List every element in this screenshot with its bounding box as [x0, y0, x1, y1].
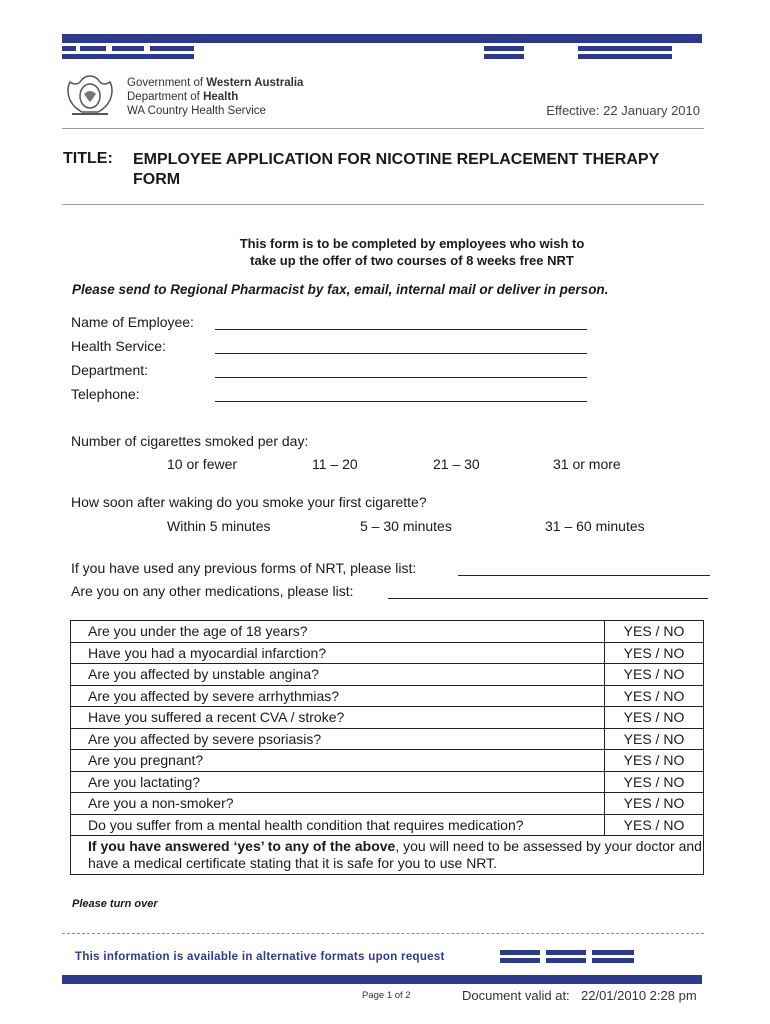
medications-list-field[interactable]: [388, 597, 708, 599]
yes-no-answer[interactable]: YES / NO: [605, 771, 704, 793]
table-row: [71, 621, 704, 643]
top-banner-bar: [62, 34, 702, 43]
assessment-note-rest: , you will need to be assessed by your doctor and have a medical certificate stating that it is safe for you to use NRT.: [88, 838, 702, 871]
yes-no-answer[interactable]: YES / NO: [605, 664, 704, 686]
medications-question: Are you on any other medications, please list:: [71, 583, 354, 599]
waking-question: How soon after waking do you smoke your first cigarette?: [71, 494, 427, 510]
gov-line1-prefix: Government of: [127, 77, 207, 89]
nrt-list-field[interactable]: [458, 574, 710, 576]
table-row: [71, 707, 704, 729]
table-note-row: [71, 836, 704, 875]
gov-line2-prefix: Department of: [127, 91, 204, 103]
table-row: [71, 771, 704, 793]
health-question: Are you lactating?: [71, 771, 605, 793]
bottom-banner-bar: [62, 975, 702, 984]
waking-option-2[interactable]: 5 – 30 minutes: [360, 518, 452, 534]
document-valid-date: 22/01/2010 2:28 pm: [581, 988, 697, 1003]
title-label: TITLE:: [63, 150, 113, 167]
name-of-employee-field[interactable]: [215, 328, 587, 330]
yes-no-answer[interactable]: YES / NO: [605, 621, 704, 643]
yes-no-answer[interactable]: YES / NO: [605, 793, 704, 815]
health-questions-table: [70, 620, 704, 875]
field-label-name: Name of Employee:: [71, 314, 194, 330]
government-header: [127, 76, 303, 118]
waking-option-3[interactable]: 31 – 60 minutes: [545, 518, 645, 534]
health-question: Have you had a myocardial infarction?: [71, 642, 605, 664]
table-row: [71, 685, 704, 707]
intro-line-2: take up the offer of two courses of 8 weeks free NRT: [250, 253, 574, 268]
health-question: Are you affected by unstable angina?: [71, 664, 605, 686]
yes-no-answer[interactable]: YES / NO: [605, 814, 704, 836]
health-question: Are you a non-smoker?: [71, 793, 605, 815]
gov-line2-bold: Health: [203, 91, 239, 103]
yes-no-answer[interactable]: YES / NO: [605, 642, 704, 664]
cigarettes-option-1[interactable]: 10 or fewer: [167, 456, 238, 472]
cigarettes-option-3[interactable]: 21 – 30: [433, 456, 480, 472]
gov-line1-bold: Western Australia: [206, 77, 304, 89]
health-question: Have you suffered a recent CVA / stroke?: [71, 707, 605, 729]
health-service-field[interactable]: [215, 352, 587, 354]
page-number: Page 1 of 2: [362, 990, 411, 1001]
table-row: [71, 664, 704, 686]
department-field[interactable]: [215, 376, 587, 378]
page-title: EMPLOYEE APPLICATION FOR NICOTINE REPLACEMENT THERAPY FORM: [133, 151, 659, 188]
table-row: [71, 728, 704, 750]
telephone-field[interactable]: [215, 400, 587, 402]
yes-no-answer[interactable]: YES / NO: [605, 707, 704, 729]
send-instruction: Please send to Regional Pharmacist by fax, email, internal mail or deliver in person.: [72, 282, 609, 297]
table-row: [71, 642, 704, 664]
health-question: Do you suffer from a mental health condition that requires medication?: [71, 814, 605, 836]
yes-no-answer[interactable]: YES / NO: [605, 750, 704, 772]
assessment-note: [71, 836, 704, 875]
health-question: Are you affected by severe psoriasis?: [71, 728, 605, 750]
divider: [62, 933, 704, 934]
health-question: Are you affected by severe arrhythmias?: [71, 685, 605, 707]
document-valid-label: Document valid at:: [462, 988, 570, 1003]
field-label-department: Department:: [71, 362, 149, 378]
field-label-telephone: Telephone:: [71, 386, 140, 402]
health-question: Are you under the age of 18 years?: [71, 621, 605, 643]
nrt-question: If you have used any previous forms of NRT, please list:: [71, 560, 417, 576]
wa-government-crest-icon: [62, 72, 118, 120]
cigarettes-option-2[interactable]: 11 – 20: [312, 456, 358, 472]
cigarettes-option-4[interactable]: 31 or more: [553, 456, 621, 472]
health-question: Are you pregnant?: [71, 750, 605, 772]
field-label-health-service: Health Service:: [71, 338, 166, 354]
divider: [62, 128, 704, 129]
yes-no-answer[interactable]: YES / NO: [605, 685, 704, 707]
intro-line-1: This form is to be completed by employees who wish to: [239, 236, 585, 251]
yes-no-answer[interactable]: YES / NO: [605, 728, 704, 750]
alt-formats-note: This information is available in alternative formats upon request: [75, 951, 445, 963]
divider: [62, 204, 704, 205]
cigarettes-question: Number of cigarettes smoked per day:: [71, 433, 309, 449]
assessment-note-bold: If you have answered ‘yes’ to any of the above: [88, 838, 396, 854]
intro-text: [62, 235, 762, 269]
effective-date: Effective: 22 January 2010: [546, 103, 700, 118]
turn-over-note: Please turn over: [72, 898, 158, 910]
waking-option-1[interactable]: Within 5 minutes: [167, 518, 271, 534]
table-row: [71, 814, 704, 836]
table-row: [71, 750, 704, 772]
gov-line3: WA Country Health Service: [127, 105, 266, 117]
table-row: [71, 793, 704, 815]
